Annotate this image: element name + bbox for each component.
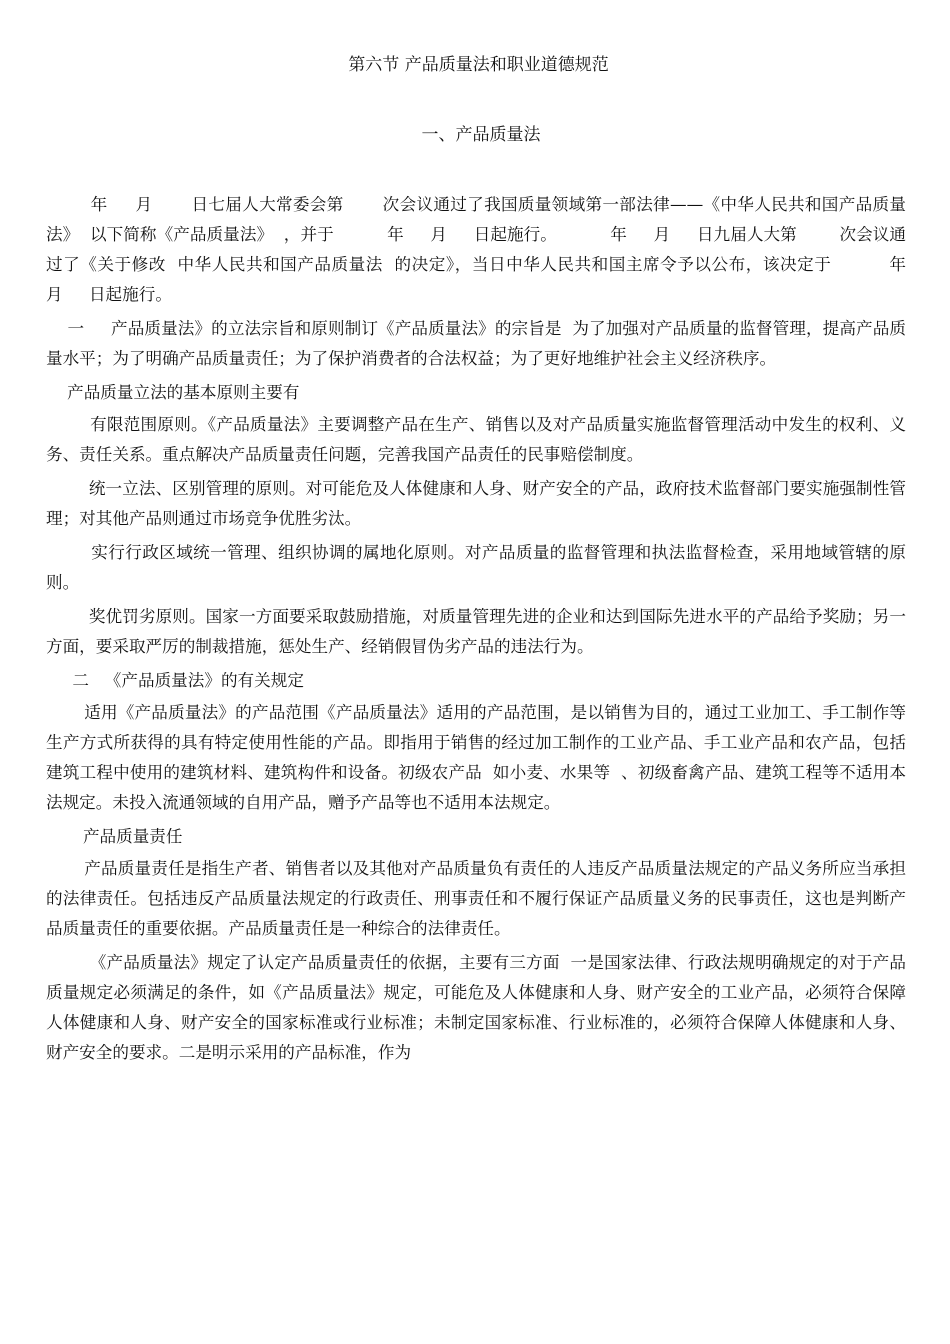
paragraph-principle-territorial: 实行行政区域统一管理、组织协调的属地化原则。对产品质量的监督管理和执法监督检查，采用地域管辖的原则。 [46,543,906,592]
paragraph-liability-definition: 产品质量责任是指生产者、销售者以及其他对产品质量负有责任的人违反产品质量法规定的产品义务所应当承担的法律责任。包括违反产品质量法规定的行政责任、刑事责任和不履行保证产品质量义务的民事责任，这也是判断产品质量责任的重要依据。产品质量责任是一种综合的法律责任。 [46,859,906,938]
paragraph-liability-basis: 《产品质量法》规定了认定产品质量责任的依据，主要有三方面 一是国家法律、行政法规明确规定的对于产品质量规定必须满足的条件，如《产品质量法》规定，可能危及人体健康和人身、财产安全的工业产品，必须符合保障人体健康和人身、财产安全的国家标准或行业标准；未制定国家标准、行业标准的，必须符合保障人体健康和人身、财产安全的要求。二是明示采用的产品标准，作为 [46,953,907,1062]
section-title: 第六节 产品质量法和职业道德规范 [348,55,609,75]
paragraph-principle-reward-punish: 奖优罚劣原则。国家一方面要采取鼓励措施，对质量管理先进的企业和达到国际先进水平的产品给予奖励；另一方面，要采取严厉的制裁措施，惩处生产、经销假冒伪劣产品的违法行为。 [46,607,906,656]
paragraph-purpose: 一 产品质量法》的立法宗旨和原则制订《产品质量法》的宗旨是 为了加强对产品质量的监督管理，提高产品质量水平；为了明确产品质量责任；为了保护消费者的合法权益；为了更好地维护社会主义经济秩序。 [46,319,906,368]
paragraph-principle-limited-scope: 有限范围原则。《产品质量法》主要调整产品在生产、销售以及对产品质量实施监督管理活动中发生的权利、义务、责任关系。重点解决产品质量责任问题，完善我国产品责任的民事赔偿制度。 [46,415,906,464]
subsection-heading: 一、产品质量法 [421,125,541,145]
document-body [46,190,933,1068]
paragraph-liability-heading: 产品质量责任 [46,827,183,846]
document-page [46,52,933,1072]
paragraph-product-scope: 适用《产品质量法》的产品范围《产品质量法》适用的产品范围，是以销售为目的，通过工业加工、手工制作等生产方式所获得的具有特定使用性能的产品。即指用于销售的经过加工制作的工业产品、手工业产品和农产品，包括建筑工程中使用的建筑材料、建筑构件和设备。初级农产品 如小麦、水果等 、初级畜禽产品、建筑工程等不适用本法规定。未投入流通领域的自用产品，赠予产品等也不适用本法规定。 [46,703,906,812]
paragraph-principle-unified-legislation: 统一立法、区别管理的原则。对可能危及人体健康和人身、财产安全的产品，政府技术监督部门要实施强制性管理；对其他产品则通过市场竞争优胜劣汰。 [46,479,906,528]
paragraph-enactment: 年 月 日七届人大常委会第 次会议通过了我国质量领域第一部法律——《中华人民共和国产品质量法》 以下简称《产品质量法》 ，并于 年 月 日起施行。 年 月 日九届人大第 次会议通过了《关于修改 中华人民共和国产品质量法 的决定》，当日中华人民共和国主席令予以公布，该决定于 年 月 日起施行。 [46,195,933,304]
paragraph-provisions-heading: 二 《产品质量法》的有关规定 [46,671,304,690]
paragraph-principles-intro: 产品质量立法的基本原则主要有 [46,383,300,402]
